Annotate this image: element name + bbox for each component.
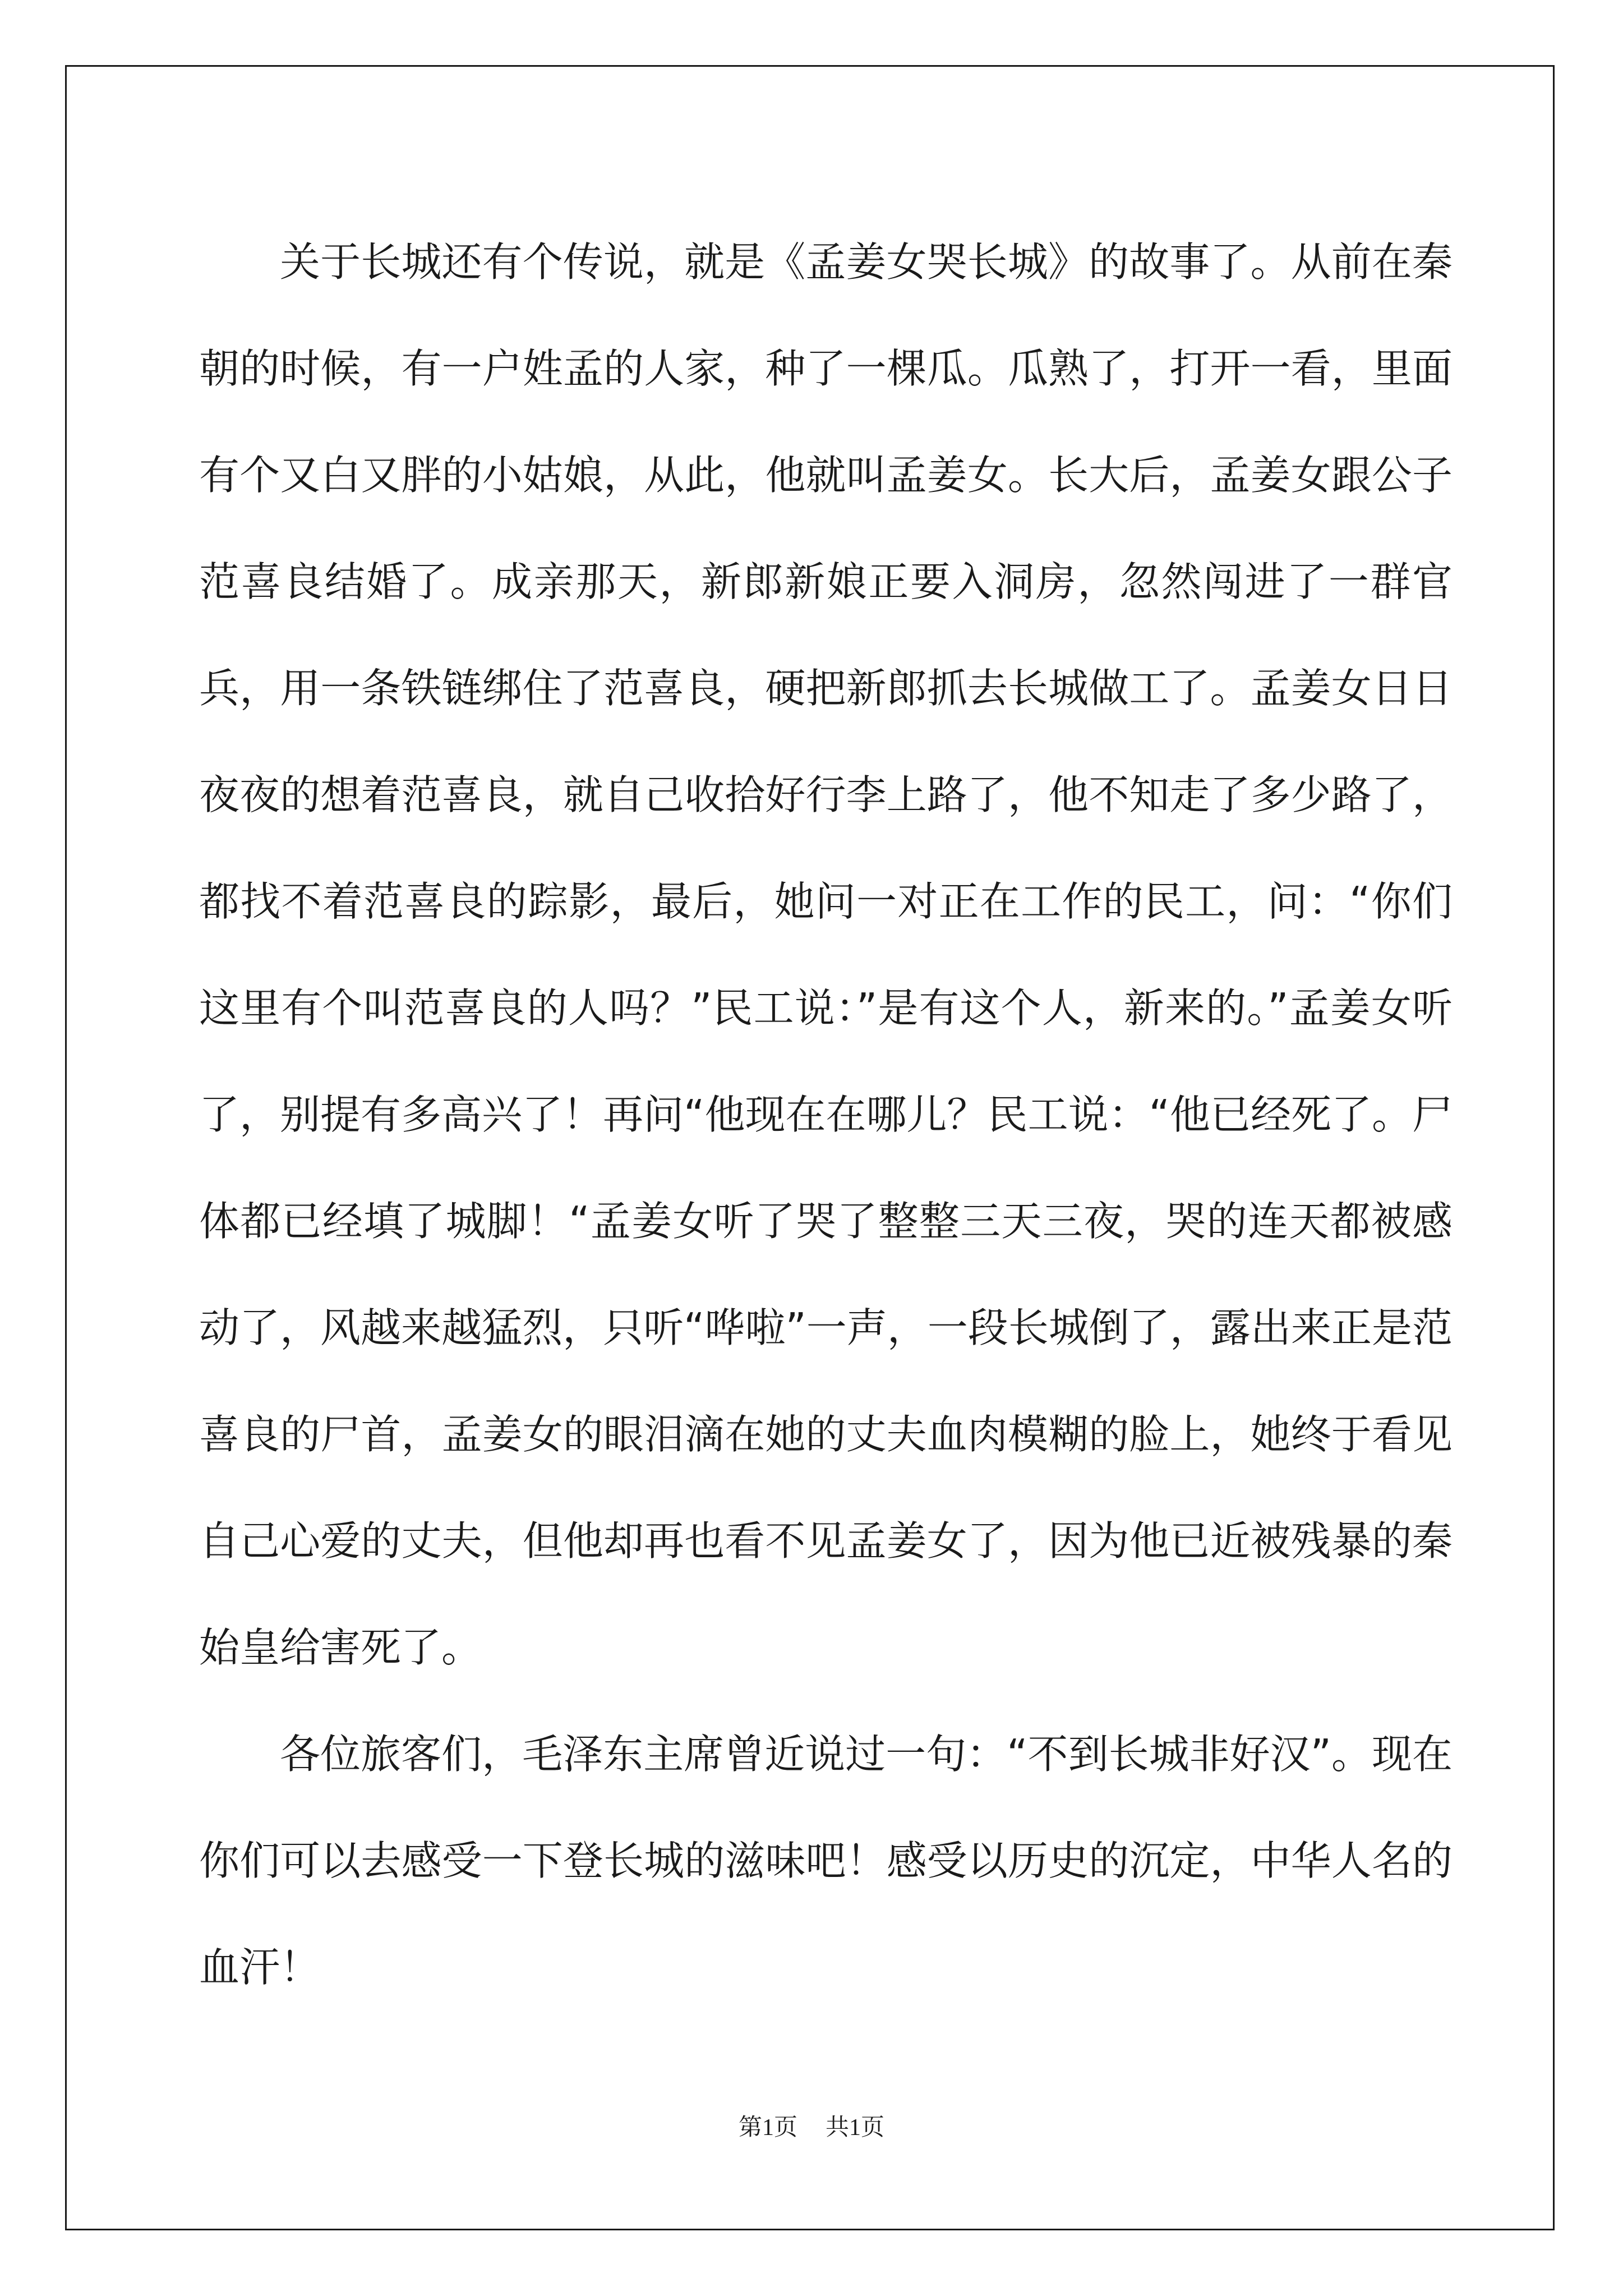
page-number: 第1页 [738,2115,797,2141]
page-total: 共1页 [826,2115,885,2141]
document-body [199,209,1453,2021]
paragraph-legend: 关于长城还有个传说，就是《孟姜女哭长城》的故事了。从前在秦朝的时候，有一户姓孟的人家，种了一棵瓜。瓜熟了，打开一看，里面有个又白又胖的小姑娘，从此，他就叫孟姜女。长大后，孟姜女跟公子范喜良结婚了。成亲那天，新郎新娘正要入洞房，忽然闯进了一群官兵，用一条铁链绑住了范喜良，硬把新郎抓去长城做工了。孟姜女日日夜夜的想着范喜良，就自己收拾好行李上路了，他不知走了多少路了，都找不着范喜良的踪影，最后，她问一对正在工作的民工，问：“你们这里有个叫范喜良的人吗？”民工说：”是有这个人，新来的。”孟姜女听了，别提有多高兴了！再问“他现在在哪儿？民工说：“他已经死了。尸体都已经填了城脚！“孟姜女听了哭了整整三天三夜，哭的连天都被感动了，风越来越猛烈，只听“哗啦”一声，一段长城倒了，露出来正是范喜良的尸首，孟姜女的眼泪滴在她的丈夫血肉模糊的脸上，她终于看见自己心爱的丈夫，但他却再也看不见孟姜女了，因为他已近被残暴的秦始皇给害死了。 [199,238,1453,1671]
paragraph-closing: 各位旅客们，毛泽东主席曾近说过一句：“不到长城非好汉”。现在你们可以去感受一下登长城的滋味吧！感受以历史的沉定，中华人名的血汗！ [199,1731,1453,1991]
page-footer [0,2111,1623,2145]
